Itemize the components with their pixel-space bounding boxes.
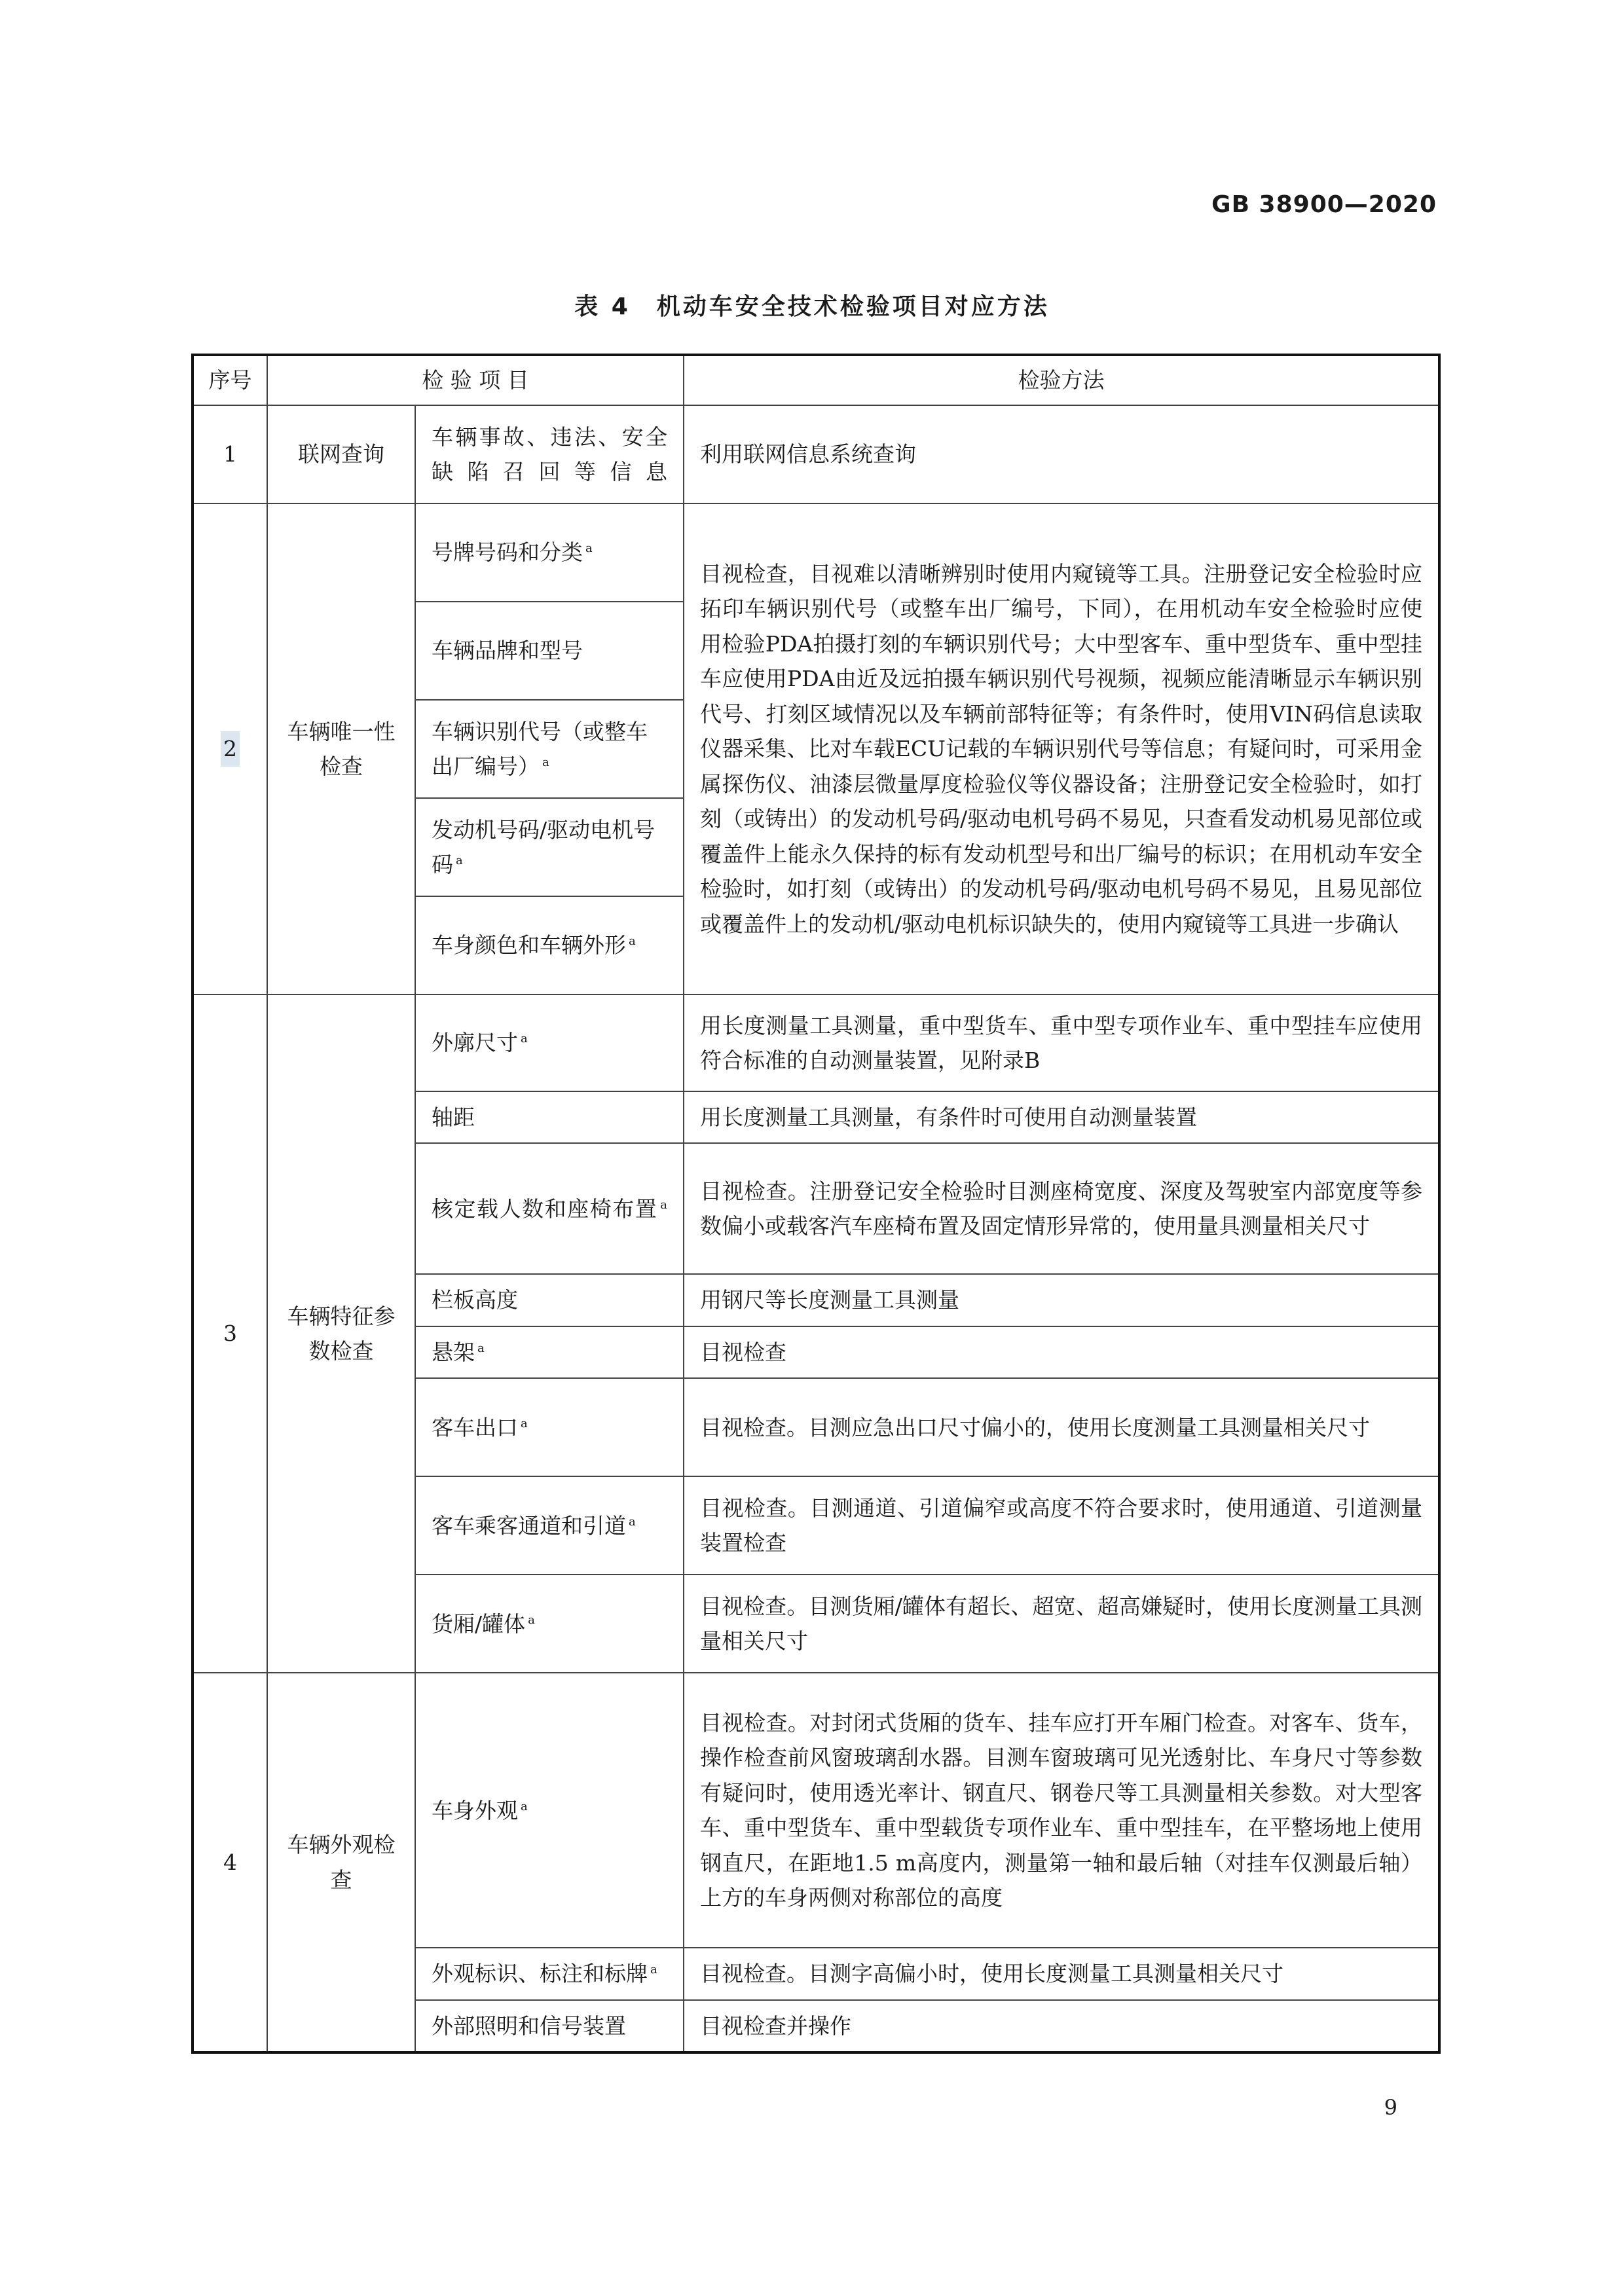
method-cell: 利用联网信息系统查询 <box>684 405 1439 503</box>
note-mark: a <box>521 1032 528 1046</box>
row-number: 1 <box>193 405 267 503</box>
category-cell: 车辆唯一性检查 <box>267 503 415 994</box>
table-header-row <box>193 355 1439 405</box>
item-cell: 车辆品牌和型号 <box>415 602 684 700</box>
table-row <box>193 503 1439 602</box>
item-cell: 发动机号码/驱动电机号码 $^a$ <box>415 798 684 896</box>
note-mark: a <box>528 1613 535 1627</box>
item-cell: 车辆识别代号（或整车出厂编号） $^a$ <box>415 700 684 798</box>
item-cell: 号牌号码和分类 $^a$ <box>415 503 684 602</box>
standard-number: GB 38900—2020 <box>1211 191 1437 218</box>
item-cell: 外廓尺寸 $^a$ <box>415 994 684 1091</box>
item-cell: 核定载人数和座椅布置 $^a$ <box>415 1143 684 1274</box>
item-cell: 货厢/罐体 $^a$ <box>415 1575 684 1673</box>
page-number: 9 <box>1384 2095 1397 2120</box>
header-no: 序号 <box>193 355 267 405</box>
item-cell: 客车出口 $^a$ <box>415 1378 684 1476</box>
row-number: 3 <box>193 994 267 1673</box>
method-cell: 目视检查。对封闭式货厢的货车、挂车应打开车厢门检查。对客车、货车，操作检查前风窗玻璃刮水器。目测车窗玻璃可见光透射比、车身尺寸等参数有疑问时，使用透光率计、钢直尺、钢卷尺等工具测量相关参数。对大型客车、重中型货车、重中型载货专项作业车、重中型挂车，在平整场地上使用钢直尺，在距地1.5 m高度内，测量第一轴和最后轴（对挂车仅测最后轴）上方的车身两侧对称部位的高度 <box>684 1673 1439 1948</box>
item-cell: 车身外观 $^a$ <box>415 1673 684 1948</box>
item-cell: 外观标识、标注和标牌 $^a$ <box>415 1948 684 1999</box>
row-number-highlight: 2 <box>221 731 240 766</box>
row-number: 4 <box>193 1673 267 2052</box>
item-cell: 客车乘客通道和引道 $^a$ <box>415 1476 684 1575</box>
note-mark: a <box>650 1963 657 1977</box>
item-cell: 车身颜色和车辆外形 $^a$ <box>415 896 684 994</box>
method-cell: 目视检查。目测字高偏小时，使用长度测量工具测量相关尺寸 <box>684 1948 1439 1999</box>
method-cell: 用长度测量工具测量，有条件时可使用自动测量装置 <box>684 1091 1439 1143</box>
table-title: 表 4 机动车安全技术检验项目对应方法 <box>574 293 1050 320</box>
method-cell: 目视检查。目测应急出口尺寸偏小的，使用长度测量工具测量相关尺寸 <box>684 1378 1439 1476</box>
method-cell: 目视检查并操作 <box>684 2000 1439 2052</box>
method-cell: 目视检查 <box>684 1326 1439 1378</box>
note-mark: a <box>521 1416 528 1430</box>
note-mark: a <box>477 1341 485 1355</box>
note-mark: a <box>629 1514 636 1529</box>
method-cell: 目视检查，目视难以清晰辨别时使用内窥镜等工具。注册登记安全检验时应拓印车辆识别代号（或整车出厂编号，下同），在用机动车安全检验时应使用检验PDA拍摄打刻的车辆识别代号；大中型客车、重中型货车、重中型挂车应使用PDA由近及远拍摄车辆识别代号视频，视频应能清晰显示车辆识别代号、打刻区域情况以及车辆前部特征等；有条件时，使用VIN码信息读取仪器采集、比对车载ECU记载的车辆识别代号等信息；有疑问时，可采用金属探伤仪、油漆层微量厚度检验仪等仪器设备；注册登记安全检验时，如打刻（或铸出）的发动机号码/驱动电机号码不易见，只查看发动机易见部位或覆盖件上能永久保持的标有发动机型号和出厂编号的标识；在用机动车安全检验时，如打刻（或铸出）的发动机号码/驱动电机号码不易见，且易见部位或覆盖件上的发动机/驱动电机标识缺失的，使用内窥镜等工具进一步确认 <box>684 503 1439 994</box>
note-mark: a <box>542 756 549 769</box>
header-method: 检验方法 <box>684 355 1439 405</box>
note-mark: a <box>456 854 463 867</box>
category-cell: 车辆外观检查 <box>267 1673 415 2052</box>
item-cell: 外部照明和信号装置 <box>415 2000 684 2052</box>
method-cell: 用长度测量工具测量，重中型货车、重中型专项作业车、重中型挂车应使用符合标准的自动测量装置，见附录B <box>684 994 1439 1091</box>
inspection-methods-table <box>191 354 1441 2054</box>
note-mark: a <box>629 934 636 949</box>
category-cell: 联网查询 <box>267 405 415 503</box>
note-mark: a <box>585 541 593 556</box>
note-mark: a <box>521 1799 528 1813</box>
header-item: 检 验 项 目 <box>267 355 684 405</box>
table-row <box>193 405 1439 503</box>
item-cell: 轴距 <box>415 1091 684 1143</box>
item-cell: 车辆事故、违法、安全缺陷召回等信息 <box>415 405 684 503</box>
method-cell: 用钢尺等长度测量工具测量 <box>684 1274 1439 1326</box>
method-cell: 目视检查。目测通道、引道偏窄或高度不符合要求时，使用通道、引道测量装置检查 <box>684 1476 1439 1575</box>
table-row <box>193 1673 1439 1948</box>
table-row <box>193 994 1439 1091</box>
method-cell: 目视检查。目测货厢/罐体有超长、超宽、超高嫌疑时，使用长度测量工具测量相关尺寸 <box>684 1575 1439 1673</box>
row-number <box>193 503 267 994</box>
item-cell: 栏板高度 <box>415 1274 684 1326</box>
category-cell: 车辆特征参数检查 <box>267 994 415 1673</box>
method-cell: 目视检查。注册登记安全检验时目测座椅宽度、深度及驾驶室内部宽度等参数偏小或载客汽车座椅布置及固定情形异常的，使用量具测量相关尺寸 <box>684 1143 1439 1274</box>
item-cell: 悬架 $^a$ <box>415 1326 684 1378</box>
note-mark: a <box>660 1197 668 1212</box>
